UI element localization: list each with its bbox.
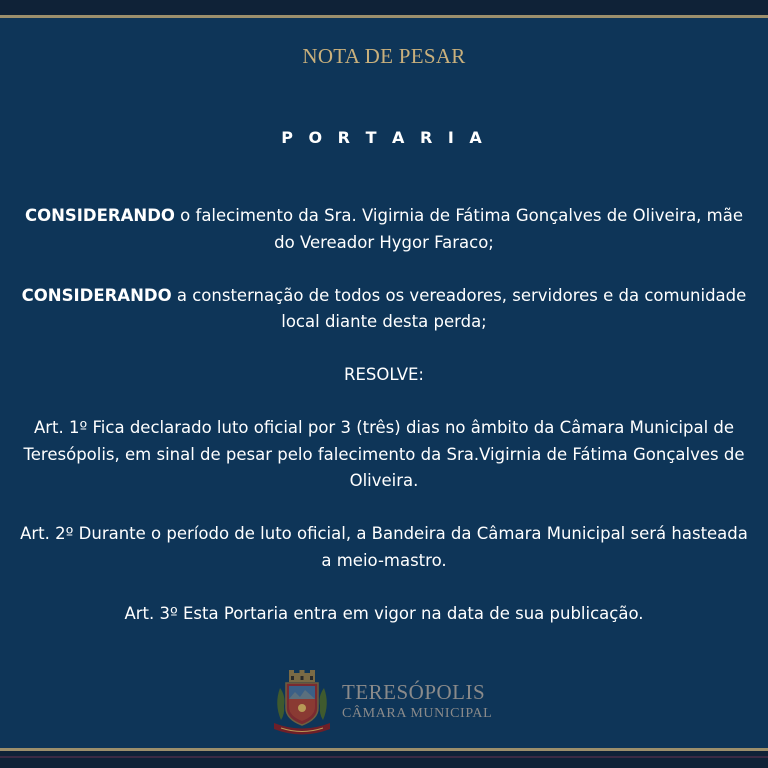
top-gold-divider [0, 15, 768, 18]
logo-city-name: TERESÓPOLIS [342, 680, 486, 704]
considerando-label: CONSIDERANDO [21, 285, 172, 305]
article-2: Art. 2º Durante o período de luto oficial, a Bandeira da Câmara Municipal será hasteada a meio-mastro. [20, 524, 748, 570]
portaria-title: P O R T A R I A [281, 128, 487, 147]
coat-of-arms-icon [271, 670, 333, 736]
bottom-accent-stripe [0, 756, 768, 758]
considerando-text: o falecimento da Sra. Vigirnia de Fátima Gonçalves de Oliveira, mãe do Vereador Hygor Faraco; [174, 206, 744, 252]
camara-logo [271, 670, 506, 736]
article-1: Art. 1º Fica declarado luto oficial por 3 (três) dias no âmbito da Câmara Municipal de Teresópolis, em sinal de pesar pelo falecimento da Sra.Vigirnia de Fátima Gonçalves de Oliveira. [23, 418, 745, 490]
logo-subtitle: CÂMARA MUNICIPAL [342, 706, 493, 721]
note-heading: NOTA DE PESAR [302, 44, 466, 68]
considerando-paragraph-2 [20, 283, 748, 336]
considerando-paragraph-1 [20, 203, 748, 256]
portaria-body [20, 203, 748, 627]
top-border-band [0, 0, 768, 15]
considerando-label: CONSIDERANDO [24, 206, 175, 225]
article-3: Art. 3º Esta Portaria entra em vigor na data de sua publicação. [124, 603, 644, 623]
considerando-text: a consternação de todos os vereadores, servidores e da comunidade local diante desta perda; [171, 285, 747, 331]
resolve-line: RESOLVE: [343, 365, 424, 384]
bottom-border-band [0, 751, 768, 768]
